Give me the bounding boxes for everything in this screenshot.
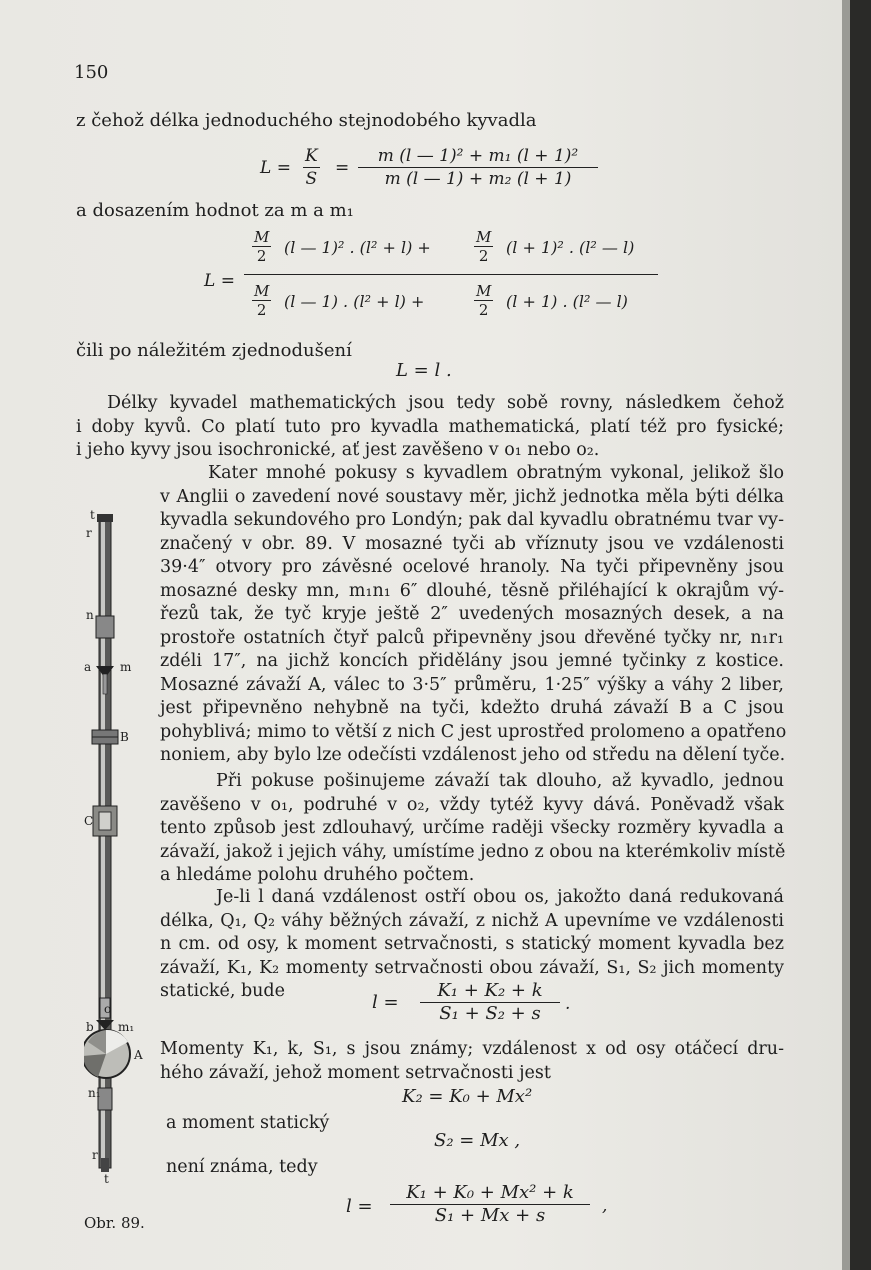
equation-5: K₂ = K₀ + Mx²	[402, 1086, 533, 1107]
p5-line-1: Momenty K₁, k, S₁, s jsou známy; vzdálenost x od osy otáčecí dru-	[160, 1039, 784, 1059]
p2-line-7: řezů tak, že tyč kryje ještě 2″ uvedených mosazných desek, a na	[160, 604, 784, 624]
page-edge	[842, 0, 850, 1270]
p3-line-1: Při pokuse pošinujeme závaží tak dlouho, až kyvadlo, jednou	[216, 771, 784, 791]
p4-line-3: n cm. od osy, k moment setrvačnosti, s statický moment kyvadla bez	[160, 934, 784, 954]
label-m: m	[120, 660, 132, 674]
eq4-lhs: l =	[372, 992, 399, 1013]
label-b: b	[86, 1020, 94, 1034]
figure-caption: Obr. 89.	[84, 1214, 145, 1232]
eq1-frac1-num: K	[305, 146, 318, 166]
label-r1: r	[92, 1148, 98, 1162]
eq1-frac1	[303, 145, 320, 190]
eq1-frac1-den: S	[305, 169, 318, 189]
eq1-lhs: L =	[260, 158, 291, 178]
eq1-frac2-num: m (l — 1)² + m₁ (l + 1)²	[358, 145, 598, 168]
p3-line-5: a hledáme polohu druhého počtem.	[160, 865, 475, 885]
p2-line-5: 39·4″ otvory pro závěsné ocelové hranoly. Na tyči připevněny jsou	[160, 557, 784, 577]
p2-line-9: zdéli 17″, na jichž koncích přidělány jsou jemné tyčinky z kostice.	[160, 651, 784, 671]
half-num: M	[254, 228, 270, 246]
eq4-frac	[420, 980, 560, 1025]
eq2-num-half-2	[474, 228, 493, 265]
p1-line-3: i jeho kyvy jsou isochronické, ať jest zavěšeno v o₁ nebo o₂.	[76, 440, 600, 460]
figure-89	[84, 508, 152, 1188]
equation-6: S₂ = Mx ,	[434, 1130, 521, 1151]
label-a: a	[84, 660, 92, 674]
half-den: 2	[256, 247, 267, 265]
p2-line-12: pohyblivá; mimo to větší z nich C jest uprostřed prolomeno a opatřeno	[160, 721, 787, 742]
intro-line-1: z čehož délka jednoduchého stejnodobého kyvadla	[76, 110, 537, 131]
label-r: r	[86, 526, 92, 540]
page-number: 150	[74, 62, 109, 83]
equation-3: L = l .	[396, 360, 452, 381]
eq2-num-half-1	[252, 228, 271, 265]
p5-line-2: hého závaží, jehož moment setrvačnosti jest	[160, 1062, 551, 1083]
half-num: M	[254, 282, 270, 300]
label-t1: t	[104, 1172, 109, 1186]
p2-line-1: Kater mnohé pokusy s kyvadlem obratným vykonal, jelikož šlo	[208, 463, 784, 483]
p1-line-1: Délky kyvadel mathematických jsou tedy sobě rovny, následkem čehož	[107, 393, 784, 413]
label-B: B	[120, 730, 129, 744]
half-num: M	[476, 282, 492, 300]
label-A: A	[134, 1048, 143, 1062]
eq4-den: S₁ + S₂ + s	[439, 1003, 541, 1024]
p2-line-13: noniem, aby bylo lze odečísti vzdálenost jeho od středu na dělení tyče.	[160, 745, 786, 765]
p2-line-10: Mosazné závaží A, válec to 3·5″ průměru, 1·25″ výšky a váhy 2 liber,	[160, 674, 784, 695]
eq2-den-half-1	[252, 282, 271, 319]
half-den: 2	[478, 247, 489, 265]
eq7-lhs: l =	[346, 1196, 373, 1217]
eq7-frac	[390, 1182, 590, 1227]
p3-line-2: zavěšeno v o₁, podruhé v o₂, vždy tytéž kyvy dává. Poněvadž však	[160, 794, 784, 815]
p2-line-3: kyvadla sekundového pro Londýn; pak dal kyvadlu obratnému tvar vy-	[160, 510, 784, 530]
eq7-num: K₁ + K₀ + Mx² + k	[390, 1182, 590, 1205]
paragraph-1	[76, 392, 784, 463]
eq2-num-term-2: (l + 1)² . (l² — l)	[506, 238, 635, 257]
eq2-lhs: L =	[204, 271, 235, 291]
p4-line-2: délka, Q₁, Q₂ váhy běžných závaží, z nichž A upevníme ve vzdálenosti	[160, 910, 784, 931]
paragraph-5	[160, 1038, 784, 1085]
label-n1: n₁	[88, 1086, 101, 1100]
eq7-den: S₁ + Mx + s	[434, 1205, 546, 1226]
p4-line-1: Je-li l daná vzdálenost ostří obou os, jakožto daná redukovaná	[216, 887, 784, 907]
label-t: t	[90, 508, 95, 522]
p2-line-8: prostoře ostatních čtyř palců připevněny jsou dřevěné tyčky nr, n₁r₁	[160, 627, 784, 648]
eq1-frac2-den: m (l — 1) + m₂ (l + 1)	[384, 169, 572, 189]
label-m1: m₁	[118, 1020, 135, 1034]
eq4-tail: .	[565, 994, 571, 1014]
eq2-den-term-1: (l — 1) . (l² + l) +	[284, 292, 425, 311]
intro-line-5: není známa, tedy	[166, 1157, 318, 1177]
p2-line-4: značený v obr. 89. V mosazné tyči ab vříznuty jsou ve vzdálenosti	[160, 533, 784, 554]
intro-line-4: a moment statický	[166, 1113, 330, 1133]
eq2-num-term-1: (l — 1)² . (l² + l) +	[284, 238, 431, 257]
p2-line-11: jest připevněno nehybně na tyči, kdežto druhá závaží B a C jsou	[160, 698, 784, 718]
eq2-den-half-2	[474, 282, 493, 319]
book-binding	[850, 0, 871, 1270]
p3-line-3: tento způsob jest zdlouhavý, určíme raději všecky rozměry kyvadla a	[160, 818, 784, 838]
label-C: C	[84, 814, 94, 828]
p4-line-4: závaží, K₁, K₂ momenty setrvačnosti obou závaží, S₁, S₂ jich momenty	[160, 957, 784, 978]
p4-line-5: statické, bude	[160, 981, 285, 1001]
half-num: M	[476, 228, 492, 246]
p2-line-2: v Anglii o zavedení nové soustavy měr, jichž jednotka měla býti délka	[160, 486, 784, 507]
label-n: n	[86, 608, 94, 622]
label-o: o	[104, 1002, 112, 1016]
p2-line-6: mosazné desky mn, m₁n₁ 6″ dlouhé, těsně přiléhající k okrajům vý-	[160, 580, 784, 601]
paragraph-3	[160, 770, 784, 888]
intro-line-3: čili po náležitém zjednodušení	[76, 340, 352, 361]
eq1-equal: =	[335, 158, 350, 178]
half-den: 2	[256, 301, 267, 319]
eq1-frac2	[358, 145, 598, 190]
eq7-tail: ,	[602, 1196, 608, 1216]
intro-line-2: a dosazením hodnot za m a m₁	[76, 200, 354, 221]
eq4-num: K₁ + K₂ + k	[420, 980, 560, 1003]
p1-line-2: i doby kyvů. Co platí tuto pro kyvadla mathematická, platí též pro fysické;	[76, 416, 784, 437]
paragraph-2	[160, 462, 787, 768]
half-den: 2	[478, 301, 489, 319]
eq2-den-term-2: (l + 1) . (l² — l)	[506, 292, 628, 311]
p3-line-4: závaží, jakož i jejich váhy, umístíme jedno z obou na kterémkoliv místě	[160, 841, 786, 862]
eq2-fraction-bar	[244, 274, 658, 275]
